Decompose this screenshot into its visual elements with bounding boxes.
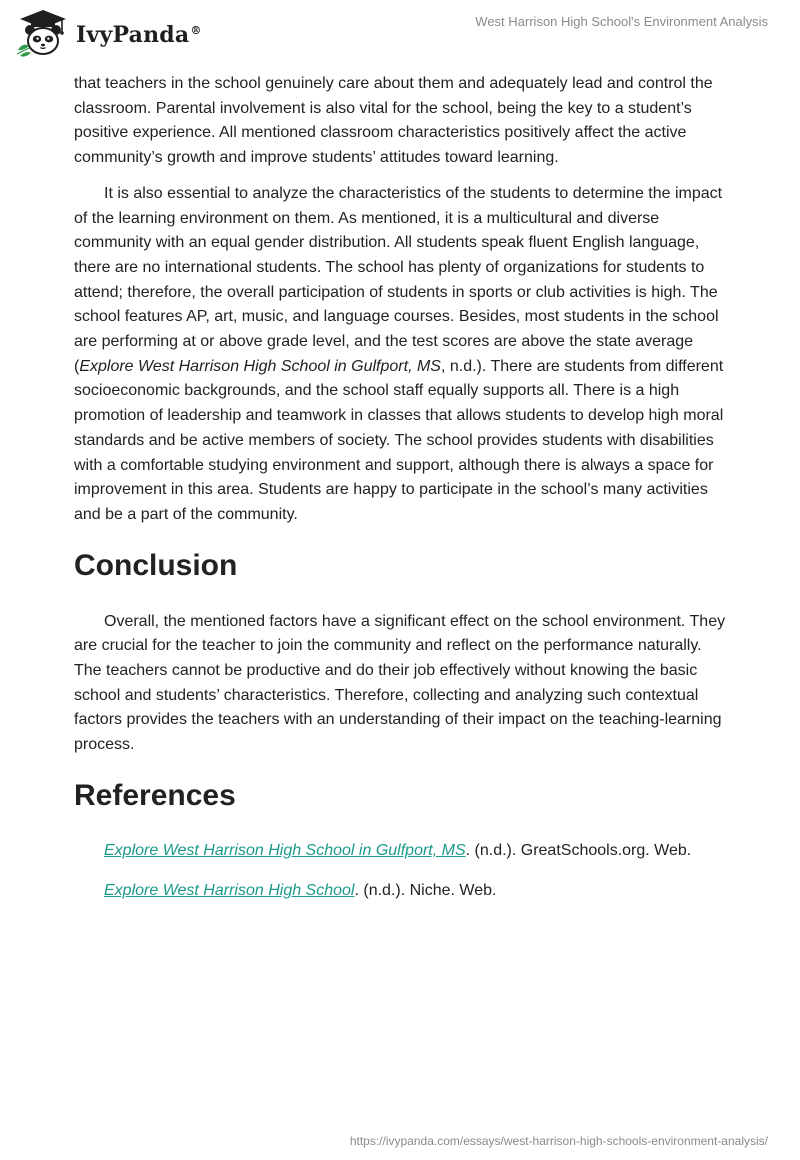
reference-rest: . (n.d.). Niche. Web. xyxy=(354,881,497,899)
brand-name: IvyPanda® xyxy=(76,22,202,48)
conclusion-paragraph: Overall, the mentioned factors have a significant effect on the school environment. They are crucial for the teacher to join the community and reflect on the performance naturally. The teachers cannot be productive and do their job effectively without knowing the basic school and students’ characteristics. Therefore, collecting and analyzing such contextual factors provides the teachers with an understanding of their impact on the teaching-learning process. xyxy=(74,612,726,754)
registered-mark: ® xyxy=(190,23,202,37)
reference-link-greatschools[interactable]: Explore West Harrison High School in Gulfport, MS xyxy=(104,841,466,859)
reference-link-niche[interactable]: Explore West Harrison High School xyxy=(104,881,355,899)
paragraph-2 xyxy=(74,182,726,528)
reference-rest: . (n.d.). GreatSchools.org. Web. xyxy=(465,841,692,859)
paragraph-1: that teachers in the school genuinely care about them and adequately lead and control the classroom. Parental involvement is also vital for the school, being the key to a student’s positive experience. All mentioned classroom characteristics positively affect the active community’s growth and improve students’ attitudes toward learning. xyxy=(74,75,713,167)
reference-item xyxy=(104,840,726,862)
page-header xyxy=(0,0,800,70)
paragraph-2-text-after: , n.d.). There are students from different socioeconomic backgrounds, and the school staff equally supports all. There is a high promotion of leadership and teamwork in classes that allows students to develop high moral standards and be active members of society. The school provides students with disabilities with a comfortable studying environment and support, although there is always a space for improvement in this area. Students are happy to participate in the school’s many activities and be a part of the community. xyxy=(74,357,724,523)
document-title: West Harrison High School's Environment Analysis xyxy=(475,14,768,29)
paragraph-2-text-before: It is also essential to analyze the characteristics of the students to determine the impact of the learning environment on them. As mentioned, it is a multicultural and diverse community with an equal gender distribution. All students speak fluent English language, there are no international students. The school has plenty of organizations for students to attend; therefore, the overall participation of students in sports or club activities is high. The school features AP, art, music, and language courses. Besides, most students in the school are performing at or above grade level, and the test scores are above the state average ( xyxy=(74,184,723,375)
references-heading: References xyxy=(74,778,236,812)
essay-body xyxy=(74,72,726,920)
reference-item xyxy=(104,880,726,902)
references-list xyxy=(74,840,726,902)
ivypanda-logo[interactable] xyxy=(14,8,202,58)
paragraph-2-citation: Explore West Harrison High School in Gulfport, MS xyxy=(79,357,441,375)
panda-graduate-icon xyxy=(14,8,72,58)
conclusion-heading: Conclusion xyxy=(74,548,238,582)
footer-url: https://ivypanda.com/essays/west-harrison-high-schools-environment-analysis/ xyxy=(349,1134,768,1148)
